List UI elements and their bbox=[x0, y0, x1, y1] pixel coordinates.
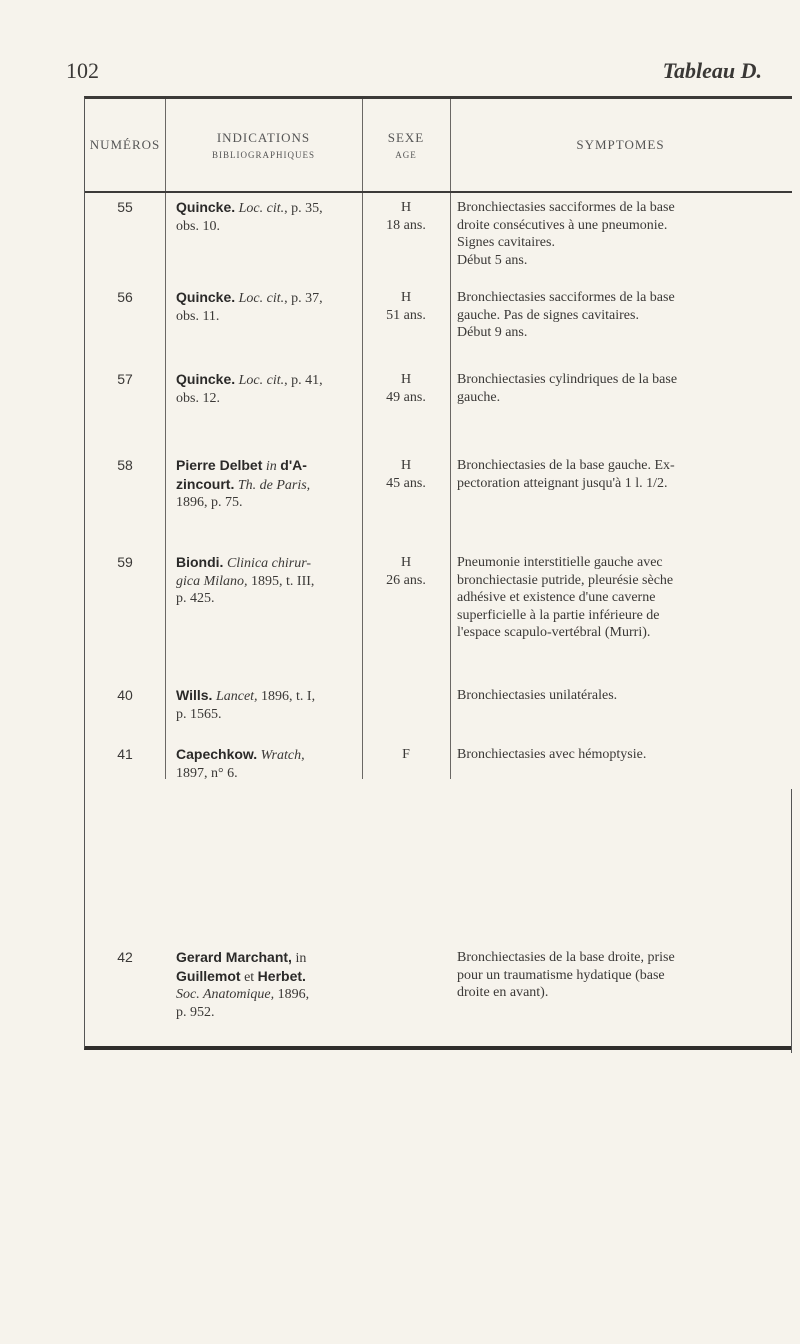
symptoms-cell: Bronchiectasies unilatérales. bbox=[457, 688, 618, 703]
header-numeros: NUMÉROS bbox=[89, 137, 161, 152]
column-divider bbox=[450, 99, 451, 779]
row-number: 58 bbox=[117, 457, 133, 473]
row-number: 42 bbox=[117, 949, 133, 965]
sex-age-cell: H 49 ans. bbox=[386, 372, 426, 405]
bibliography-cell: Biondi. Clinica chirur- gica Milano, 1895, t. III, p. 425. bbox=[176, 554, 315, 606]
row-number: 55 bbox=[117, 199, 133, 215]
column-divider bbox=[165, 99, 166, 779]
bibliography-cell: Capechkow. Wratch, 1897, n° 6. bbox=[176, 746, 305, 781]
header-symptomes: SYMPTOMES bbox=[576, 137, 665, 152]
symptoms-cell: Bronchiectasies avec hémoptysie. bbox=[457, 747, 647, 762]
bibliography-cell: Quincke. Loc. cit., p. 37, obs. 11. bbox=[176, 289, 323, 324]
header-sexe: SEXE AGE bbox=[387, 130, 425, 160]
running-title: Tableau D. bbox=[662, 58, 762, 83]
data-table bbox=[84, 96, 792, 1050]
symptoms-cell: Bronchiectasies de la base gauche. Ex- pectoration atteignant jusqu'à 1 l. 1/2. bbox=[457, 458, 675, 491]
bibliography-cell: Quincke. Loc. cit., p. 35, obs. 10. bbox=[176, 199, 323, 234]
sex-age-cell: H 26 ans. bbox=[386, 555, 426, 588]
row-number: 56 bbox=[117, 289, 133, 305]
sex-age-cell: H 45 ans. bbox=[386, 458, 426, 491]
symptoms-cell: Bronchiectasies sacciformes de la base droite consécutives à une pneumonie. Signes cavitaires. Début 5 ans. bbox=[457, 200, 675, 268]
page-header bbox=[0, 58, 800, 88]
row-number: 41 bbox=[117, 746, 133, 762]
symptoms-cell: Bronchiectasies cylindriques de la base gauche. bbox=[457, 372, 678, 405]
column-divider bbox=[791, 789, 792, 1053]
row-number: 57 bbox=[117, 371, 133, 387]
row-number: 59 bbox=[117, 554, 133, 570]
symptoms-cell: Bronchiectasies de la base droite, prise pour un traumatisme hydatique (base droite en avant). bbox=[457, 950, 675, 1000]
header-rule bbox=[85, 191, 792, 193]
bibliography-cell: Wills. Lancet, 1896, t. I, p. 1565. bbox=[176, 687, 316, 722]
sex-age-cell: F bbox=[402, 747, 410, 762]
row-number: 40 bbox=[117, 687, 133, 703]
bibliography-cell: Pierre Delbet in d'A- zincourt. Th. de Paris, 1896, p. 75. bbox=[176, 457, 311, 510]
bibliography-cell: Quincke. Loc. cit., p. 41, obs. 12. bbox=[176, 371, 323, 406]
symptoms-cell: Bronchiectasies sacciformes de la base gauche. Pas de signes cavitaires. Début 9 ans. bbox=[457, 290, 675, 340]
sex-age-cell: H 18 ans. bbox=[386, 200, 426, 233]
symptoms-cell: Pneumonie interstitielle gauche avec bronchiectasie putride, pleurésie sèche adhésive et existence d'une caverne superficielle à la partie inférieure de l'espace scapulo-vertébral (Murri). bbox=[457, 555, 674, 640]
header-indications: INDICATIONS BIBLIOGRAPHIQUES bbox=[211, 130, 315, 160]
bibliography-cell: Gerard Marchant, in Guillemot et Herbet. Soc. Anatomique, 1896, p. 952. bbox=[176, 949, 310, 1020]
sex-age-cell: H 51 ans. bbox=[386, 290, 426, 323]
page-number: 102 bbox=[66, 58, 99, 83]
